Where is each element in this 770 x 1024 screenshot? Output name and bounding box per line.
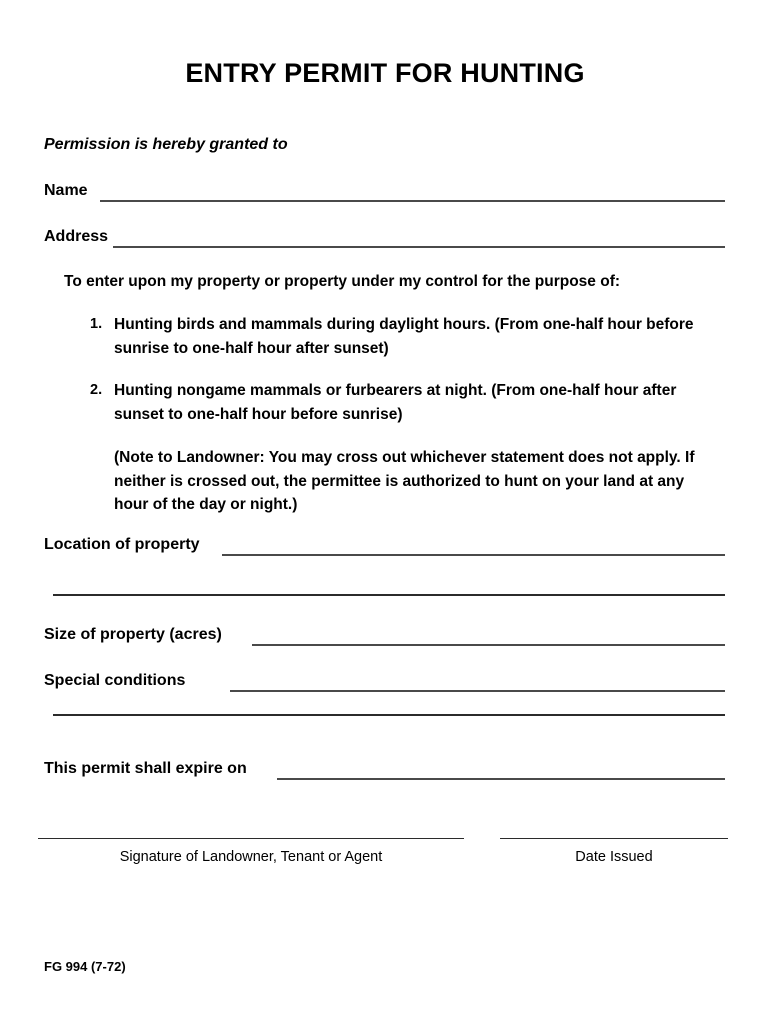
list-item xyxy=(90,313,720,360)
special-conditions-rule[interactable] xyxy=(230,690,725,692)
location-of-property-rule[interactable] xyxy=(222,554,725,556)
name-field-rule[interactable] xyxy=(100,200,725,202)
list-item-marker: 1. xyxy=(90,316,103,332)
list-item xyxy=(90,379,720,426)
note-to-landowner-text: (Note to Landowner: You may cross out whichever statement does not apply. If neither is crossed out, the permittee is authorized to hunt on your land at any hour of the day or night.) xyxy=(114,449,695,513)
signature-caption: Signature of Landowner, Tenant or Agent xyxy=(119,849,383,865)
location-of-property-label: Location of property xyxy=(44,536,200,553)
size-of-property-rule[interactable] xyxy=(252,644,725,646)
signature-line[interactable] xyxy=(38,838,464,839)
list-item-text: Hunting birds and mammals during daylight hours. (From one-half hour before sunrise to one-half hour after sunset) xyxy=(114,316,694,357)
permission-granted-subhead: Permission is hereby granted to xyxy=(44,136,288,153)
address-field-rule[interactable] xyxy=(113,246,725,248)
date-issued-caption: Date Issued xyxy=(575,849,653,865)
size-of-property-label: Size of property (acres) xyxy=(44,626,222,643)
location-of-property-rule-continuation[interactable] xyxy=(53,594,725,596)
purpose-intro-text: To enter upon my property or property under my control for the purpose of: xyxy=(64,273,621,290)
address-field-label: Address xyxy=(44,228,109,245)
expiration-date-rule[interactable] xyxy=(277,778,725,780)
page-title: ENTRY PERMIT FOR HUNTING xyxy=(185,58,585,88)
special-conditions-label: Special conditions xyxy=(44,672,186,689)
special-conditions-rule-continuation[interactable] xyxy=(53,714,725,716)
name-field-label: Name xyxy=(44,182,88,199)
list-item-marker: 2. xyxy=(90,382,103,398)
list-item-text: Hunting nongame mammals or furbearers at night. (From one-half hour after sunset to one-half hour before sunrise) xyxy=(114,382,677,423)
date-issued-line[interactable] xyxy=(500,838,728,839)
form-code: FG 994 (7-72) xyxy=(44,959,126,974)
expiration-date-label: This permit shall expire on xyxy=(44,760,247,777)
